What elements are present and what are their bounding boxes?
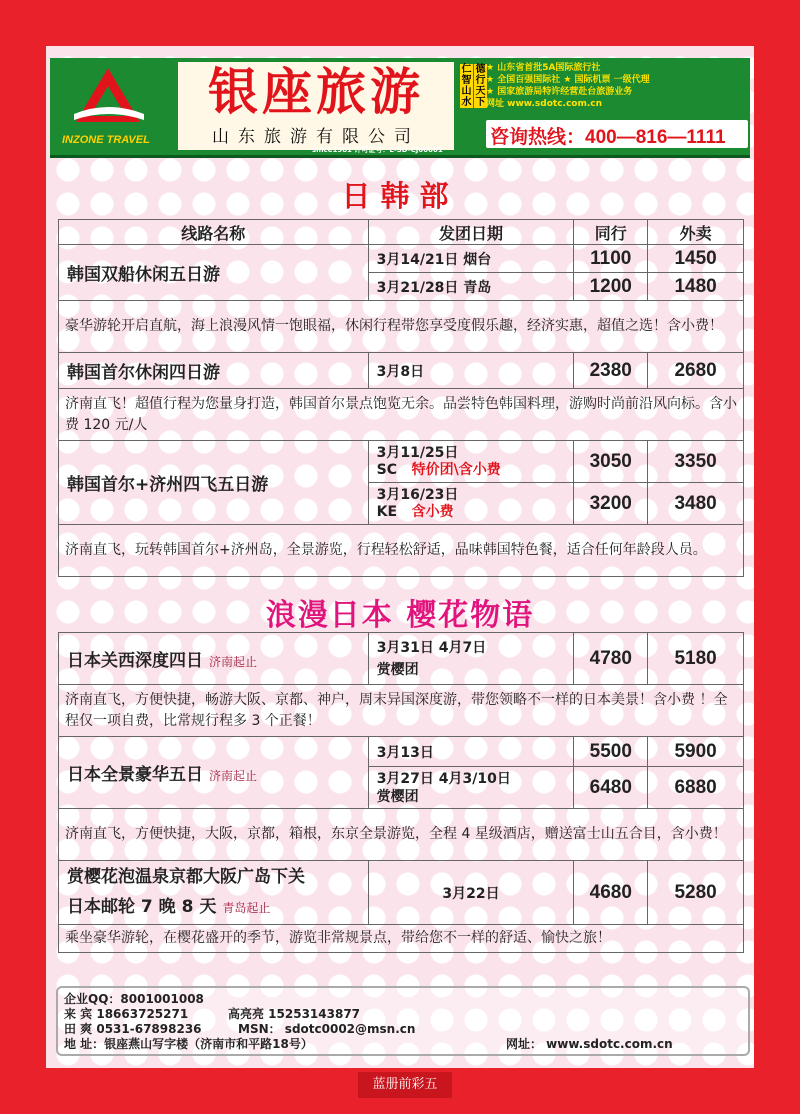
route-description: 济南直飞，方便快捷，大阪，京都，箱根，东京全景游览，全程 4 星级酒店，赠送富士山五合目，含小费！ xyxy=(59,809,744,861)
contact-box xyxy=(56,986,750,1056)
table-row xyxy=(59,685,744,737)
table-row xyxy=(59,353,744,389)
table-row xyxy=(59,245,744,273)
route-name: 韩国首尔+济州四飞五日游 xyxy=(59,441,369,525)
route-date: 3月8日 xyxy=(368,353,574,389)
route-description: 乘坐豪华游轮，在樱花盛开的季节，游览非常规景点，带给您不一样的舒适、愉快之旅！ xyxy=(59,925,744,953)
contact-phone: 来 宾 18663725271 xyxy=(64,1007,189,1021)
license-text: since1981 许可证号：L-SD-CJ00001 xyxy=(312,146,443,154)
contact-msn: MSN： sdotc0002@msn.cn xyxy=(238,1022,416,1036)
peer-price: 1200 xyxy=(574,273,648,301)
retail-price: 5900 xyxy=(648,737,744,767)
peer-price: 3200 xyxy=(574,483,648,525)
route-date: 3月21/28日 青岛 xyxy=(368,273,574,301)
logo xyxy=(50,58,170,155)
route-title: 日本关西深度四日 xyxy=(67,651,203,671)
route-name xyxy=(59,861,369,925)
korea-routes-table xyxy=(58,219,744,577)
department-title: 日韩部 xyxy=(341,179,459,213)
route-description: 济南直飞！超值行程为您量身打造，韩国首尔景点饱览无余。品尝特色韩国料理，游购时尚前沿风向标。含小费 120 元/人 xyxy=(59,389,744,441)
tour-tag: 赏樱团 xyxy=(376,788,419,805)
header-retail: 外卖 xyxy=(648,220,744,245)
route-date xyxy=(368,441,574,483)
retail-price: 1480 xyxy=(648,273,744,301)
route-date: 3月13日 xyxy=(368,737,574,767)
table-row xyxy=(59,301,744,353)
contact-phone: 田 爽 0531-67898236 xyxy=(64,1022,202,1036)
route-description: 济南直飞，玩转韩国首尔+济州岛，全景游览，行程轻松舒适，品味韩国特色餐，适合任何年龄段人员。 xyxy=(59,525,744,577)
date-text: 3月11/25日 xyxy=(376,444,459,461)
peer-price: 1100 xyxy=(574,245,648,273)
table-row xyxy=(59,525,744,577)
route-origin: 青岛起止 xyxy=(222,901,271,915)
header-banner xyxy=(50,58,750,158)
route-name xyxy=(59,633,369,685)
tour-tag: 赏樱团 xyxy=(376,661,419,678)
feature-list xyxy=(486,62,748,110)
route-description: 豪华游轮开启直航，海上浪漫风情一饱眼福，休闲行程带您享受度假乐趣，经济实惠，超值之选！含小费！ xyxy=(59,301,744,353)
feature-item: 网址 www.sdotc.com.cn xyxy=(486,99,603,109)
table-row xyxy=(59,737,744,767)
contact-website: 网址： www.sdotc.com.cn xyxy=(506,1037,673,1051)
retail-price: 3350 xyxy=(648,441,744,483)
contact-address: 地 址：银座燕山写字楼（济南市和平路18号） xyxy=(64,1037,313,1051)
table-row xyxy=(59,633,744,685)
date-text: 3月16/23日 xyxy=(376,486,459,503)
route-name: 韩国双船休闲五日游 xyxy=(59,245,369,301)
table-row xyxy=(59,925,744,953)
route-description: 济南直飞，方便快捷，畅游大阪、京都、神户，周末异国深度游，带您领略不一样的日本美景！含小费 ！全程仅一项自费，比常规行程多 3 个正餐！ xyxy=(59,685,744,737)
table-row xyxy=(59,861,744,925)
brand-panel xyxy=(178,62,454,150)
retail-price: 3480 xyxy=(648,483,744,525)
date-text: 3月31日 4月7日 xyxy=(376,639,487,656)
header-route: 线路名称 xyxy=(59,220,369,245)
brand-name: 银座旅游 xyxy=(208,62,424,121)
retail-price: 6880 xyxy=(648,767,744,809)
retail-price: 1450 xyxy=(648,245,744,273)
peer-price: 5500 xyxy=(574,737,648,767)
route-title: 赏樱花泡温泉京都大阪广岛下关 xyxy=(67,867,305,887)
date-text: 3月27日 4月3/10日 xyxy=(376,770,511,787)
table-header-row xyxy=(59,220,744,245)
company-name: 山东旅游有限公司 xyxy=(212,127,420,147)
header-date: 发团日期 xyxy=(368,220,574,245)
route-date xyxy=(368,483,574,525)
retail-price: 2680 xyxy=(648,353,744,389)
route-date xyxy=(368,633,574,685)
feature-item: ★ 全国百强国际社 ★ 国际机票 一级代理 xyxy=(486,75,650,85)
hotline-text: 咨询热线：400—816—1111 xyxy=(490,127,726,148)
route-date xyxy=(368,767,574,809)
feature-item: ★ 山东省首批5A国际旅行社 xyxy=(486,63,601,73)
route-origin: 济南起止 xyxy=(209,655,258,669)
route-date: 3月22日 xyxy=(368,861,574,925)
table-row xyxy=(59,809,744,861)
logo-text: INZONE TRAVEL xyxy=(62,134,150,146)
route-note: 含小费 xyxy=(411,503,454,520)
airline-code: KE xyxy=(376,503,398,520)
route-name: 韩国首尔休闲四日游 xyxy=(59,353,369,389)
header-peer: 同行 xyxy=(574,220,648,245)
hotline-box xyxy=(486,120,748,148)
peer-price: 4780 xyxy=(574,633,648,685)
japan-section-title: 浪漫日本 樱花物语 xyxy=(265,598,535,633)
contact-phone: 高亮亮 15253143877 xyxy=(228,1007,361,1021)
retail-price: 5280 xyxy=(648,861,744,925)
peer-price: 2380 xyxy=(574,353,648,389)
route-subtitle: 日本邮轮 7 晚 8 天 xyxy=(67,897,217,917)
feature-item: ★ 国家旅游局特许经营赴台旅游业务 xyxy=(486,87,633,97)
slogan-right: 德行天下 xyxy=(475,64,486,108)
peer-price: 6480 xyxy=(574,767,648,809)
peer-price: 3050 xyxy=(574,441,648,483)
route-title: 日本全景豪华五日 xyxy=(67,765,203,785)
page-footer: 蓝册前彩五 xyxy=(358,1072,452,1098)
table-row xyxy=(59,441,744,483)
peer-price: 4680 xyxy=(574,861,648,925)
route-date: 3月14/21日 烟台 xyxy=(368,245,574,273)
retail-price: 5180 xyxy=(648,633,744,685)
route-name xyxy=(59,737,369,809)
airline-code: SC xyxy=(376,461,397,478)
japan-routes-table xyxy=(58,632,744,953)
contact-qq: 企业QQ：8001001008 xyxy=(64,992,204,1006)
slogan-left: 仁智山水 xyxy=(461,64,472,108)
logo-mountain-icon xyxy=(68,64,148,134)
route-note: 特价团\含小费 xyxy=(411,461,501,478)
table-row xyxy=(59,389,744,441)
route-origin: 济南起止 xyxy=(209,769,258,783)
